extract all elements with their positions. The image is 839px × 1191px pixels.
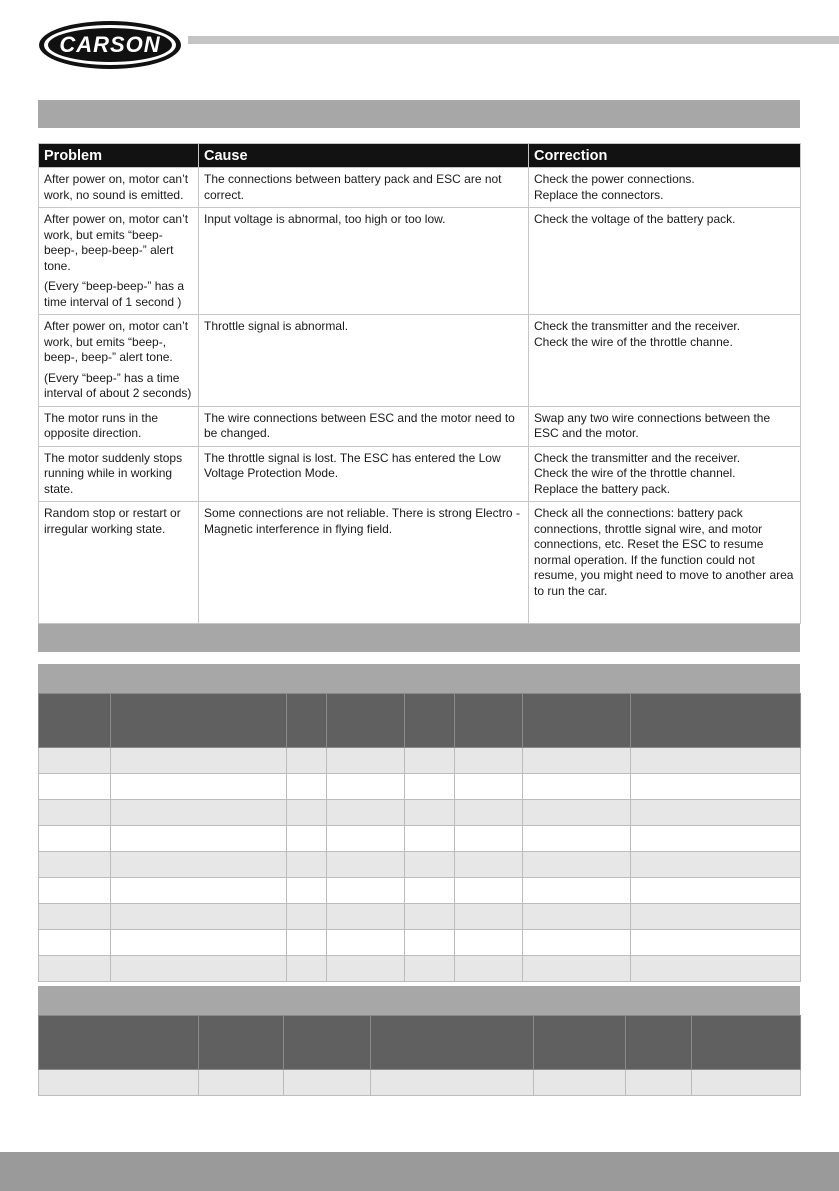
table-row: [39, 878, 801, 904]
grid-table-2: [38, 986, 800, 1096]
table-row: [39, 800, 801, 826]
section-band-2: [38, 624, 800, 652]
table-row: [39, 748, 801, 774]
problem-note: (Every “beep-beep-” has a time interval of 1 second ): [44, 279, 185, 309]
problem-cell: Random stop or restart or irregular working state.: [39, 502, 199, 624]
carson-logo: [38, 20, 182, 70]
problem-cell: After power on, motor can’t work, but emits “beep-, beep-, beep-” alert tone. (Every “beep-” has a time interval of about 2 seconds): [39, 315, 199, 407]
problem-cell: The motor runs in the opposite direction.: [39, 406, 199, 446]
troubleshooting-table: [38, 143, 801, 624]
header-problem: Problem: [39, 144, 199, 168]
section-band-1: [38, 100, 800, 128]
table-row: [39, 852, 801, 878]
table-row: [39, 406, 801, 446]
spec-table-2: [38, 1015, 801, 1096]
cause-cell: The connections between battery pack and ESC are not correct.: [199, 168, 529, 208]
cause-cell: The wire connections between ESC and the motor need to be changed.: [199, 406, 529, 446]
table-row: [39, 1070, 801, 1096]
table-header-row: [39, 694, 801, 748]
table-row: [39, 826, 801, 852]
table-row: [39, 904, 801, 930]
table-row: [39, 446, 801, 502]
header-correction: Correction: [529, 144, 801, 168]
table-row: [39, 774, 801, 800]
svg-text:CARSON: CARSON: [59, 32, 161, 57]
problem-cell: After power on, motor can’t work, but emits “beep-beep-, beep-beep-” alert tone. (Every “beep-beep-” has a time interval of 1 second ): [39, 208, 199, 315]
problem-note: (Every “beep-” has a time interval of about 2 seconds): [44, 370, 192, 400]
header-rule: [188, 36, 839, 44]
spec-table: [38, 693, 801, 982]
correction-cell: Check all the connections: battery pack connections, throttle signal wire, and motor connections, etc. Reset the ESC to resume normal operation. If the function could not resume, you might need to move to another area to run the car.: [529, 502, 801, 624]
table-row: [39, 502, 801, 624]
correction-cell: Check the transmitter and the receiver. Check the wire of the throttle channe.: [529, 315, 801, 407]
header-cause: Cause: [199, 144, 529, 168]
correction-cell: Check the power connections. Replace the connectors.: [529, 168, 801, 208]
table-row: [39, 956, 801, 982]
grid-table-header-band: [38, 986, 800, 1015]
table-row: [39, 930, 801, 956]
table-row: [39, 315, 801, 407]
table-header-row: [39, 1016, 801, 1070]
grid-table-header-band: [38, 664, 800, 693]
cause-cell: Some connections are not reliable. There is strong Electro - Magnetic interference in flying field.: [199, 502, 529, 624]
cause-cell: Input voltage is abnormal, too high or too low.: [199, 208, 529, 315]
cause-cell: The throttle signal is lost. The ESC has entered the Low Voltage Protection Mode.: [199, 446, 529, 502]
table-row: [39, 208, 801, 315]
correction-cell: Check the voltage of the battery pack.: [529, 208, 801, 315]
correction-cell: Swap any two wire connections between the ESC and the motor.: [529, 406, 801, 446]
cause-cell: Throttle signal is abnormal.: [199, 315, 529, 407]
table-row: [39, 168, 801, 208]
problem-cell: The motor suddenly stops running while in working state.: [39, 446, 199, 502]
problem-cell: After power on, motor can’t work, no sound is emitted.: [39, 168, 199, 208]
page-footer-bar: [0, 1152, 839, 1191]
grid-table-1: [38, 664, 800, 982]
correction-cell: Check the transmitter and the receiver. Check the wire of the throttle channel. Replace the battery pack.: [529, 446, 801, 502]
troubleshooting-section: [38, 143, 800, 624]
